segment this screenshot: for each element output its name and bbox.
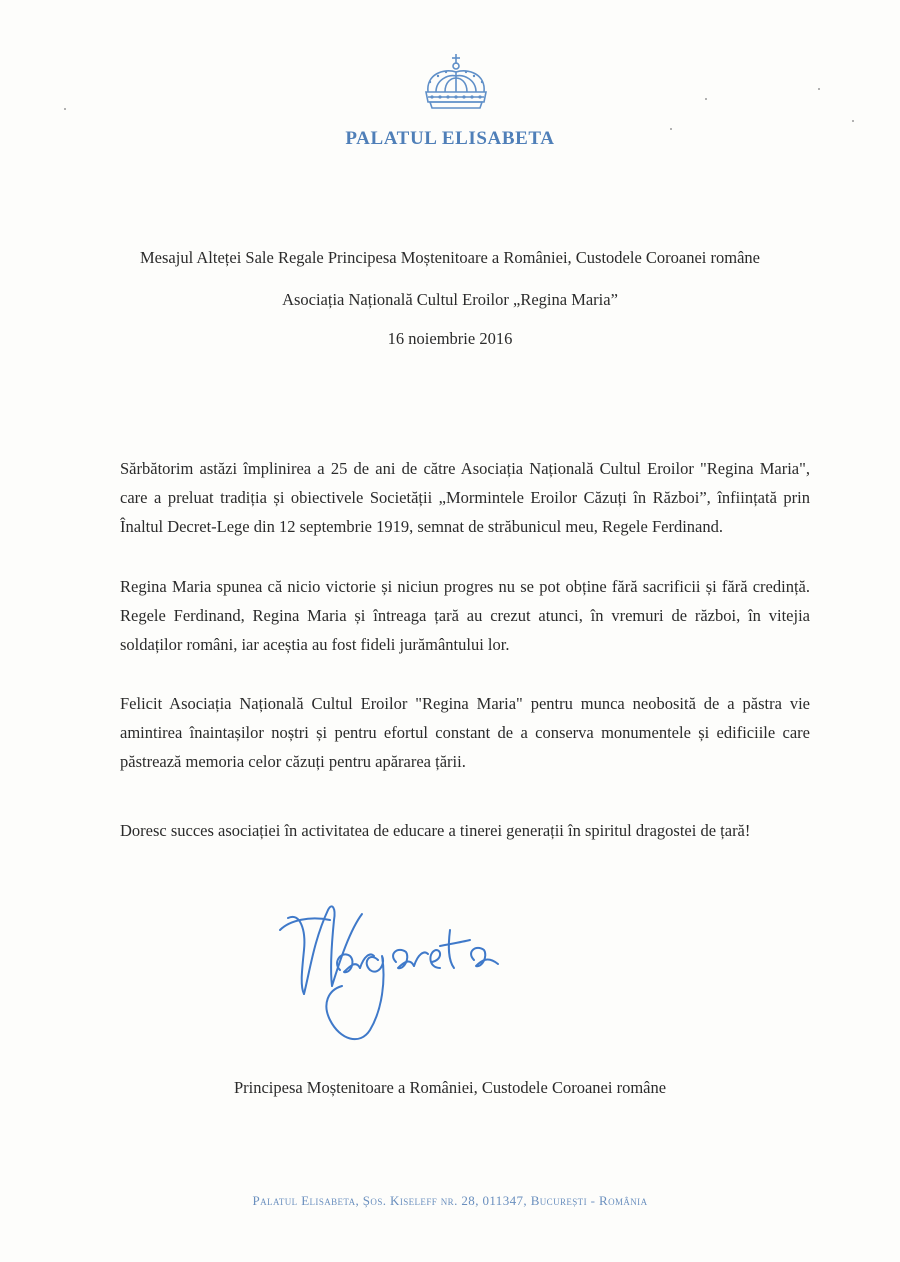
paragraph-2: Regina Maria spunea că nicio victorie și niciun progres nu se pot obține fără sacrificii și fără credință. Regele Ferdinand, Regina Maria și întreaga țară au crezut atunci, în vremuri de război, în vitejia soldaților români, iar aceștia au fost fideli jurământului lor. [120,577,810,654]
scan-speck [818,88,820,90]
paragraph-1: Sărbătorim astăzi împlinirea a 25 de ani de către Asociația Națională Cultul Eroilor "Regina Maria", care a preluat tradiția și obiectivele Societății „Mormintele Eroilor Căzuți în Război”, înființată prin Înaltul Decret-Lege din 12 septembrie 1919, semnat de străbunicul meu, Regele Ferdinand. [120,459,810,536]
scan-speck [705,98,707,100]
signer-title: Principesa Moștenitoare a României, Custodele Coroanei române [233,1078,667,1097]
association-name: Asociația Națională Cultul Eroilor „Regina Maria” [282,290,618,309]
paragraph-3: Felicit Asociația Națională Cultul Eroilor "Regina Maria" pentru munca neobosită de a păstra vie amintirea înaintașilor noștri și pentru efortul constant de a conserva monumentele și edificiile care păstrează memoria celor căzuți pentru apărarea țării. [120,694,810,771]
letterhead-title: PALATUL ELISABETA [345,128,555,149]
scan-speck [64,108,66,110]
royal-crown-icon [418,52,494,114]
signature [270,890,530,1050]
scan-speck [852,120,854,122]
footer-address: Palatul Elisabeta, Șos. Kiseleff nr. 28, 011347, București - România [252,1193,648,1208]
message-title: Mesajul Alteței Sale Regale Principesa Moștenitoare a României, Custodele Coroanei române [140,248,760,267]
paragraph-4: Doresc succes asociației în activitatea de educare a tinerei generații în spiritul dragostei de țară! [120,821,751,840]
scan-speck [670,128,672,130]
letter-date: 16 noiembrie 2016 [387,329,513,348]
